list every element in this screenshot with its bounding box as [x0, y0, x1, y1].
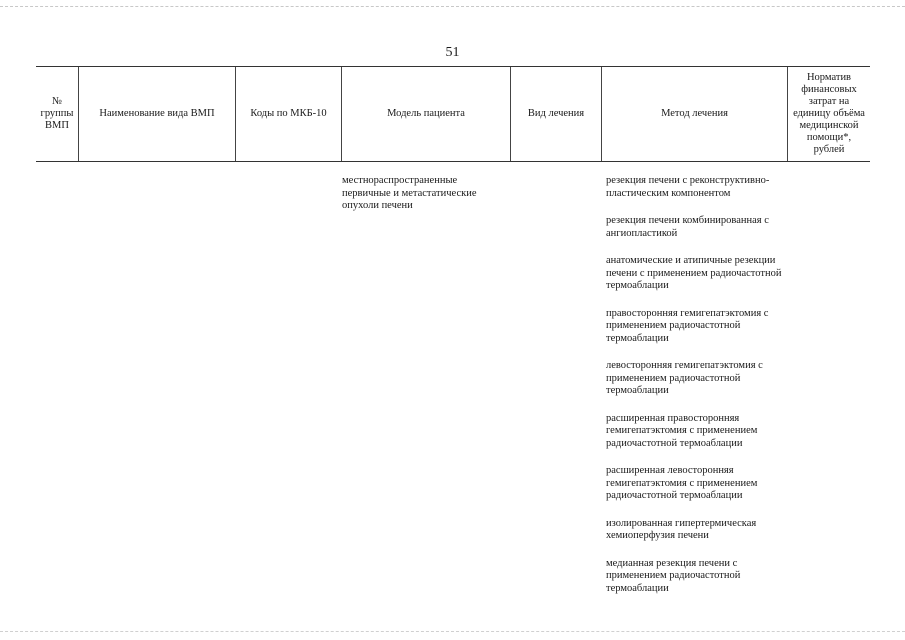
- scan-border-bottom: [0, 631, 905, 632]
- list-item: расширенная правосторонняя гемигепатэктомия с применением радиочастотной термоаблации: [606, 412, 758, 449]
- list-item: резекция печени с реконструктивно-пластическим компонентом: [606, 175, 770, 199]
- header-icd10-codes: Коды по МКБ-10: [235, 67, 341, 161]
- header-cost-norm: Норматив финансовых затрат на единицу объёма медицинской помощи*, рублей: [787, 67, 870, 161]
- list-item: резекция печени комбинированная с ангиопластикой: [606, 215, 769, 239]
- header-vmp-name: Наименование вида ВМП: [78, 67, 235, 161]
- page-number: 51: [445, 45, 460, 60]
- header-group-number: № группы ВМП: [40, 96, 74, 131]
- list-item: изолированная гипертермическая хемиоперфузия печени: [606, 517, 757, 541]
- list-item: анатомические и атипичные резекции печени с применением радиочастотной термоаблации: [606, 255, 782, 291]
- list-item: медианная резекция печени с применением радиочастотной термоаблации: [606, 557, 741, 594]
- list-item: правосторонняя гемигепатэктомия с применением радиочастотной термоаблации: [606, 307, 769, 344]
- header-treatment-type: Вид лечения: [510, 67, 601, 161]
- header-treatment-method: Метод лечения: [601, 67, 787, 161]
- patient-model-cell: местнораспространенные первичные и метастатические опухоли печени: [342, 175, 477, 211]
- list-item: левосторонняя гемигепатэктомия с применением радиочастотной термоаблации: [606, 360, 763, 396]
- list-item: расширенная левосторонняя гемигепатэктомия с применением радиочастотной термоаблации: [606, 465, 758, 501]
- scan-border-top: [0, 6, 905, 7]
- table-header: [36, 66, 870, 162]
- treatment-methods-list: [606, 175, 786, 610]
- header-patient-model: Модель пациента: [341, 67, 510, 161]
